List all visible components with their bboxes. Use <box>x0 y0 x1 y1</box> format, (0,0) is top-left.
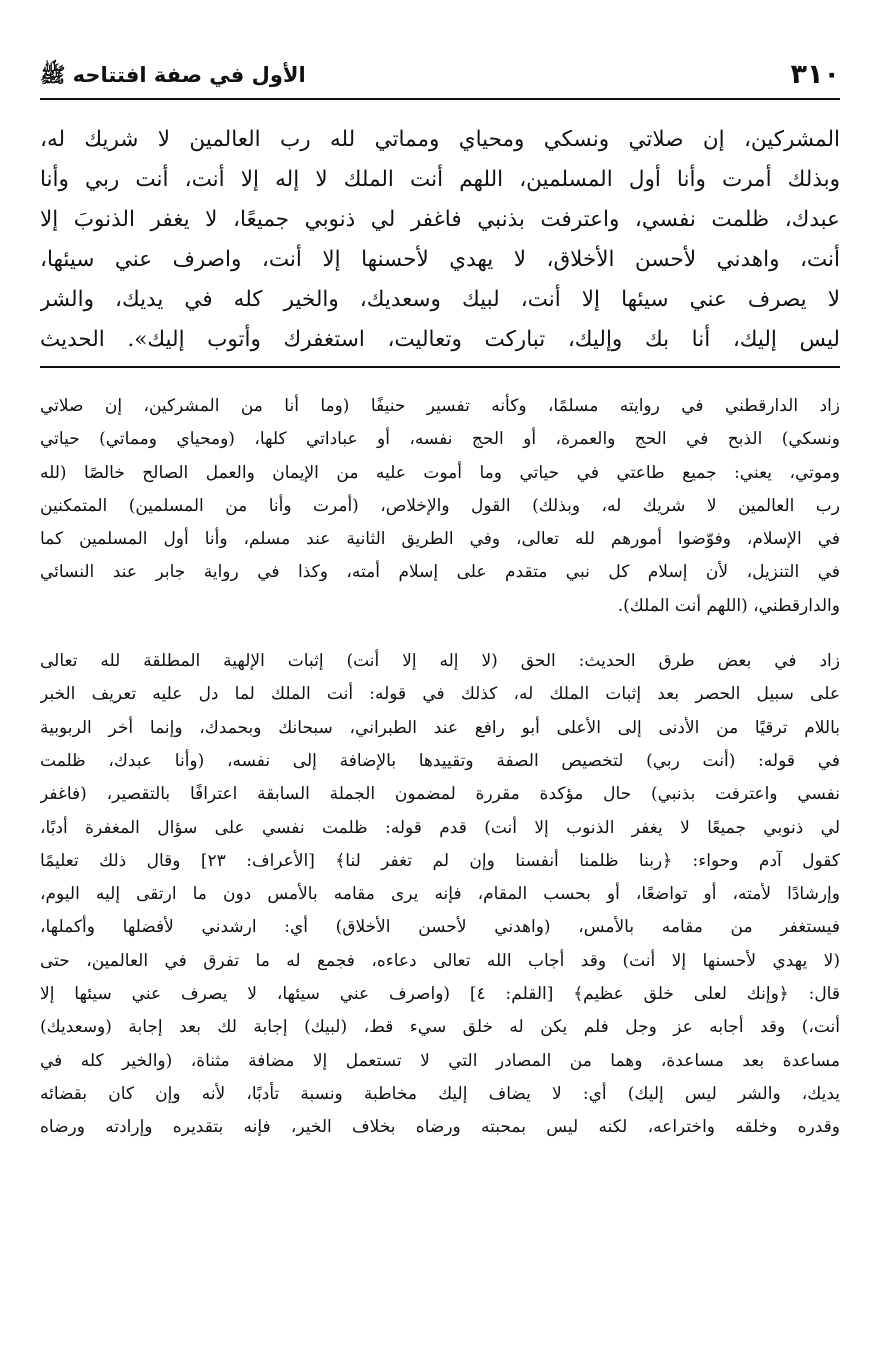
commentary-paragraph-2 <box>40 645 840 1144</box>
commentary-line: في قوله: (أنت ربي) لتخصيص الصفة وتقييدها بالإضافة إلى نفسه، (وأنا عبدك، ظلمت <box>40 750 840 771</box>
main-text-line: لا يصرف عني سيئها إلا أنت، لبيك وسعديك، والخير كله في يديك، والشر <box>40 287 840 312</box>
commentary-line: في التنزيل، لأن إسلام كل نبي متقدم على إسلام أمته، وكذا في رواية جابر عند النسائي <box>40 562 840 583</box>
commentary-line: زاد الدارقطني في روايته مسلمًا، وكأنه تفسير حنيفًا (وما أنا من المشركين، إن صلاتي <box>40 396 840 416</box>
commentary-line: نفسي واعترفت بذنبي) حال مؤكدة مقررة لمضمون الجملة السابقة اعترافًا بالتقصير، (فاغفر <box>40 784 840 805</box>
commentary-line: رب العالمين لا شريك له، وبذلك) القول والإخلاص، (أمرت وأنا من المسلمين) المتمكنين <box>40 495 840 516</box>
main-text-line: أنت، واهدني لأحسن الأخلاق، لا يهدي لأحسنها إلا أنت، واصرف عني سيئها، <box>40 247 840 272</box>
commentary-line: (لا يهدي لأحسنها إلا أنت) وقد أجاب الله تعالى دعاءه، فجمع له ما تفرق في العالمين، حتى <box>40 950 840 971</box>
commentary-line: أنت،) وقد أجابه عز وجل فلم يكن له خلق سيء قط، (لبيك) إجابة لك بعد إجابة (وسعديك) <box>40 1017 840 1038</box>
running-title: الأول في صفة افتتاحه ﷺ <box>40 63 306 87</box>
page-number: ٣١٠ <box>790 59 840 90</box>
commentary-line: مساعدة بعد مساعدة، وهما من المصادر التي لا تستعمل إلا مضافة مثناة، (والخير كله في <box>40 1050 840 1071</box>
main-text <box>40 120 840 360</box>
paragraph-gap <box>40 623 840 645</box>
commentary-line: فيستغفر من مقامه بالأمس، (واهدني لأحسن الأخلاق) أي: ارشدني لأفضلها وأكملها، <box>40 917 840 938</box>
main-text-line: عبدك، ظلمت نفسي، واعترفت بذنبي فاغفر لي ذنوبي جميعًا، لا يغفر الذنوبَ إلا <box>40 207 840 232</box>
commentary-line: قال: ﴿وإنك لعلى خلق عظيم﴾ [القلم: ٤] (واصرف عني سيئها، لا يصرف عني سيئها إلا <box>40 984 840 1005</box>
commentary-line: وموتي، يعني: جميع طاعتي في حياتي وما أموت عليه من الإيمان والعمل الصالح خالصًا (لله <box>40 462 840 483</box>
main-text-line: وبذلك أمرت وأنا أول المسلمين، اللهم أنت الملك لا إله إلا أنت، أنت ربي وأنا <box>40 167 840 192</box>
separator-line <box>40 366 840 368</box>
commentary-line: ونسكي) الذبح في الحج والعمرة، أو الحج نفسه، أو عباداتي كلها، (ومحياي ومماتي) حياتي <box>40 429 840 450</box>
commentary-line: لي ذنوبي جميعًا لا يغفر الذنوب إلا أنت) قدم قوله: ظلمت نفسي على سؤال المغفرة أدبًا، <box>40 817 840 838</box>
commentary-line: وقدره وخلقه واختراعه، لكنه ليس بمحبته ورضاه بخلاف الخير، فإنه بتقديره وإرادته ورضاه <box>40 1117 840 1138</box>
commentary-line: في الإسلام، وفوّضوا أمورهم لله تعالى، وفي الطريق الثانية عند مسلم، وأنا أول المسلمين كما <box>40 529 840 550</box>
commentary-line: زاد في بعض طرق الحديث: الحق (لا إله إلا أنت) إثبات الإلهية المطلقة لله تعالى <box>40 651 840 672</box>
commentary-paragraph-1 <box>40 390 840 623</box>
book-page <box>40 52 840 1342</box>
commentary-line: يديك، والشر ليس إليك) أي: لا يضاف إليك مخاطبة ونسبة تأدبًا، لأنه وإن كان بقضائه <box>40 1083 840 1104</box>
page-header <box>40 52 840 100</box>
main-text-line: المشركين، إن صلاتي ونسكي ومحياي ومماتي لله رب العالمين لا شريك له، <box>40 127 840 152</box>
commentary-line: باللام ترقيًا من الأدنى إلى الأعلى أبو رافع عند الطبراني، سبحانك وبحمدك، وإنما أخر الربوبية <box>40 717 840 738</box>
commentary-line: على سبيل الحصر بعد إثبات الملك له، كذلك في قوله: أنت الملك لما دل عليه تعريف الخبر <box>40 684 840 705</box>
commentary-line: وإرشادًا لأمته، أو تواضعًا، أو بحسب المقام، فإنه يرى مقامه بالأمس دون ما ارتقى إليه اليوم، <box>40 884 840 905</box>
commentary-line: والدارقطني، (اللهم أنت الملك). <box>617 595 840 616</box>
commentary-line: كقول آدم وحواء: ﴿ربنا ظلمنا أنفسنا وإن لم تغفر لنا﴾ [الأعراف: ٢٣] وقال ذلك تعليمًا <box>40 850 840 871</box>
main-text-line: ليس إليك، أنا بك وإليك، تباركت وتعاليت، استغفرك وأتوب إليك». الحديث <box>40 327 840 352</box>
